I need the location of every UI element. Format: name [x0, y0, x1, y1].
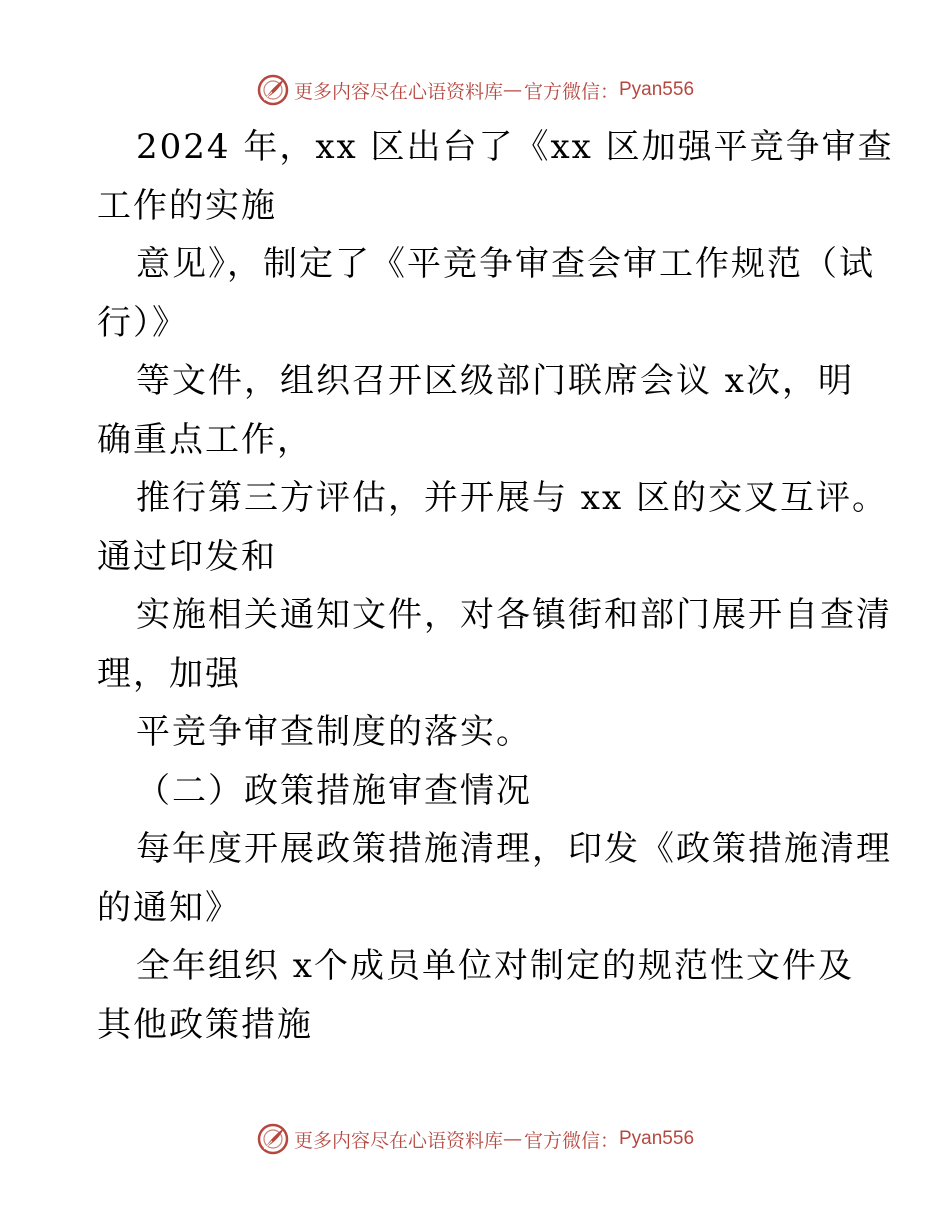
text-line: 行）》 [97, 302, 188, 343]
banner-wechat-label: 官方微信： [523, 80, 619, 103]
banner-dash: — [502, 1128, 522, 1150]
text-line: 平竞争审查制度的落实。 [136, 712, 532, 752]
text-line: 2024 年，xx 区出台了《xx 区加强平竞争审查 [136, 127, 894, 167]
header-watermark-banner [0, 70, 950, 110]
text-line: 推行第三方评估，并开展与 xx 区的交叉互评。 [136, 478, 888, 518]
text-line: 确重点工作， [97, 419, 313, 460]
text-line: 每年度开展政策措施清理，印发《政策措施清理 [136, 829, 892, 869]
section-heading: （二）政策措施审查情况 [136, 770, 532, 811]
feather-pen-logo-icon [256, 73, 290, 107]
document-body [97, 118, 894, 1054]
text-line: 其他政策措施 [97, 1004, 313, 1045]
text-line: 的通知》 [97, 887, 241, 928]
text-line: 通过印发和 [97, 536, 277, 577]
text-line: 工作的实施 [97, 185, 277, 226]
banner-wechat-label: 官方微信： [523, 1129, 619, 1152]
banner-wechat-id: Pyan556 [619, 1128, 695, 1149]
text-line: 意见》，制定了《平竞争审查会审工作规范（试 [136, 244, 875, 284]
text-line: 实施相关通知文件，对各镇街和部门展开自查清 [136, 595, 892, 635]
banner-site-text: 更多内容尽在心语资料库 [293, 80, 503, 103]
banner-wechat-id: Pyan556 [619, 79, 695, 100]
text-line: 全年组织 x个成员单位对制定的规范性文件及 [136, 946, 854, 986]
feather-pen-logo-icon [256, 1122, 290, 1156]
text-line: 理，加强 [97, 653, 241, 694]
text-line: 等文件，组织召开区级部门联席会议 x次，明 [136, 361, 854, 401]
banner-site-text: 更多内容尽在心语资料库 [293, 1129, 503, 1152]
footer-watermark-banner [0, 1119, 950, 1159]
banner-dash: — [502, 79, 522, 101]
